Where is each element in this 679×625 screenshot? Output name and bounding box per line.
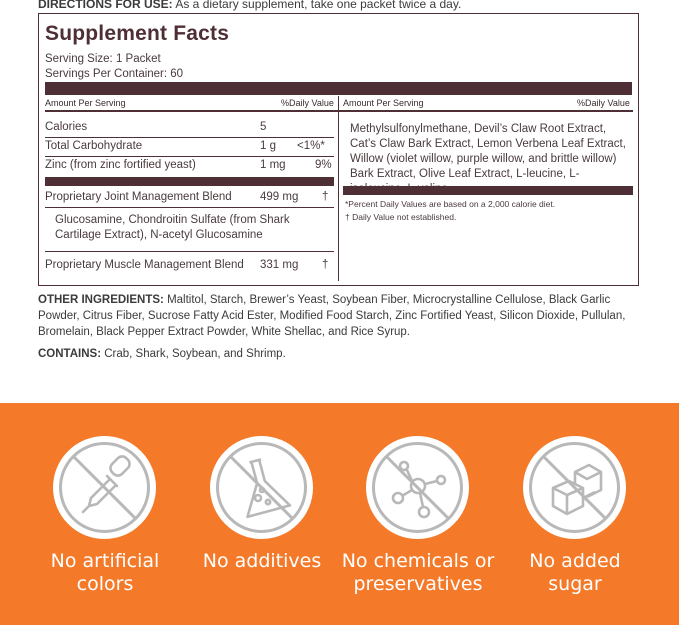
- badge-label-no-added-sugar: [495, 550, 655, 596]
- row-carb-dv: <1%*: [297, 140, 325, 152]
- muscle-blend-ingredients: Methylsulfonylmethane, Devil’s Claw Root Extract, Cat’s Claw Bark Extract, Lemon Verbena Leaf Extract, Willow (violet willow, purple willow, and brittle willow) Bark Extract, Olive Leaf Extract, L-leucine, L-: [350, 123, 626, 180]
- badge-label-no-additives: [182, 550, 342, 573]
- directions-for-use: [38, 0, 461, 11]
- medium-divider: [343, 186, 633, 195]
- muscle-blend-name: Proprietary Muscle Management Blend: [45, 259, 244, 271]
- badge-no-artificial-colors: [53, 436, 156, 539]
- flask-icon: [210, 436, 313, 539]
- contains: [38, 346, 648, 362]
- medium-divider: [45, 177, 334, 186]
- joint-blend-amount: 499 mg: [260, 191, 299, 203]
- molecule-icon: [366, 436, 469, 539]
- directions-label: DIRECTIONS FOR USE:: [38, 0, 173, 11]
- badge-label-no-chemicals: [338, 550, 498, 596]
- badge-label-line: No additives: [202, 550, 322, 572]
- other-ingredients-text: Maltitol, Starch, Brewer’s Yeast, Soybean Fiber, Microcrystalline Cellulose, Black Garlic Powder, Citrus Fiber, Sucrose Fatty Acid Ester, Modified Food Starch, Zinc Fortified Yeast, Silicon Dioxide, Pullulan, Bromelain, Black Pepper Extract Powder, White Shellac, and Rice Syrup.: [38, 294, 626, 338]
- row-carb-name: Total Carbohydrate: [45, 140, 143, 152]
- serving-size: Serving Size: 1 Packet: [45, 53, 161, 65]
- row-zinc-name: Zinc (from zinc fortified yeast): [45, 159, 196, 171]
- other-ingredients-label: OTHER INGREDIENTS:: [38, 294, 164, 306]
- row-divider: [45, 207, 334, 208]
- left-amount-header: Amount Per Serving: [45, 98, 126, 108]
- badge-no-additives: [210, 436, 313, 539]
- row-zinc-dv: 9%: [315, 159, 332, 171]
- row-divider: [45, 156, 334, 157]
- supplement-facts-panel: [38, 13, 639, 286]
- contains-text: Crab, Shark, Soybean, and Shrimp.: [101, 348, 286, 360]
- header-divider: [45, 110, 633, 112]
- joint-blend-ingredients: Glucosamine, Chondroitin Sulfate (from Shark Cartilage Extract), N-acetyl Glucosamine: [55, 214, 290, 241]
- badge-no-added-sugar: [523, 436, 626, 539]
- right-amount-header: Amount Per Serving: [343, 98, 424, 108]
- muscle-blend-amount: 331 mg: [260, 259, 299, 271]
- badge-label-line: colors: [76, 573, 134, 595]
- directions-text: As a dietary supplement, take one packet twice a day.: [172, 0, 462, 11]
- row-zinc-amount: 1 mg: [260, 159, 286, 171]
- badge-label-line: preservatives: [353, 573, 483, 595]
- badge-label-line: sugar: [548, 573, 602, 595]
- free-from-banner: [0, 403, 679, 625]
- badge-label-line: No artificial: [50, 550, 160, 572]
- supplement-facts-title: Supplement Facts: [45, 22, 230, 45]
- row-divider: [45, 137, 334, 138]
- badge-no-chemicals: [366, 436, 469, 539]
- left-dv-header: %Daily Value: [281, 98, 334, 108]
- column-divider: [338, 96, 339, 281]
- row-carb-amount: 1 g: [260, 140, 276, 152]
- row-divider: [45, 251, 334, 252]
- other-ingredients: [38, 292, 648, 340]
- badge-label-no-artificial-colors: [25, 550, 185, 596]
- footnote-daily-values: *Percent Daily Values are based on a 2,000 calorie diet.: [345, 199, 556, 209]
- servings-per-container: Servings Per Container: 60: [45, 68, 184, 80]
- footnote-not-established: † Daily Value not established.: [345, 212, 457, 222]
- right-dv-header: %Daily Value: [577, 98, 630, 108]
- dropper-icon: [53, 436, 156, 539]
- sugar-cubes-icon: [523, 436, 626, 539]
- muscle-blend-dv: †: [322, 259, 329, 271]
- badge-label-line: No chemicals or: [341, 550, 495, 572]
- contains-label: CONTAINS:: [38, 348, 102, 360]
- row-calories-amount: 5: [260, 121, 267, 133]
- joint-blend-dv: †: [322, 191, 329, 203]
- row-calories-name: Calories: [45, 121, 88, 133]
- badge-label-line: No added: [529, 550, 621, 572]
- joint-blend-name: Proprietary Joint Management Blend: [45, 191, 232, 203]
- thick-divider: [45, 82, 632, 95]
